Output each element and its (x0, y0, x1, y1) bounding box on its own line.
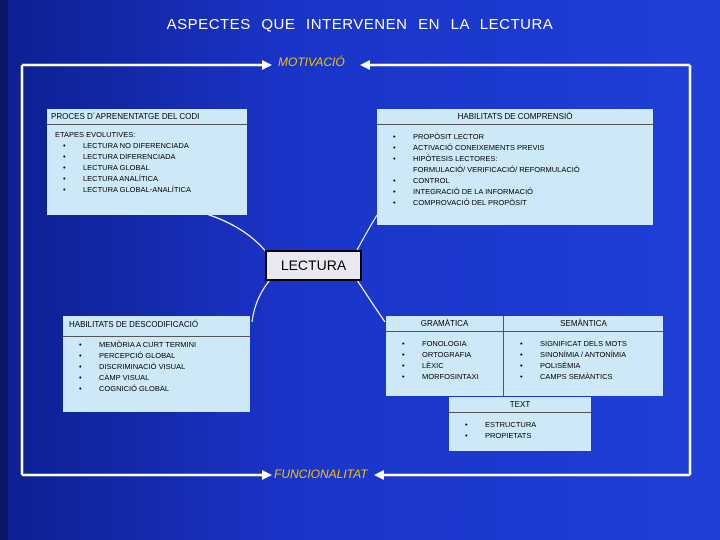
list-item: • LECTURA GLOBAL-ANALÍTICA (55, 184, 247, 195)
comprensio-list (377, 125, 653, 208)
list-item: • LÈXIC (394, 360, 503, 371)
list-item: • CAMPS SEMÀNTICS (512, 371, 663, 382)
list-item: • PROPÒSIT LECTOR (385, 131, 653, 142)
codi-header: PROCES D´APRENENTATGE DEL CODI (47, 109, 247, 125)
list-item: • PERCEPCIÓ GLOBAL (71, 350, 250, 361)
funcionalitat-label: FUNCIONALITAT (274, 467, 368, 481)
list-item: • LECTURA DIFERENCIADA (55, 151, 247, 162)
text-header: TEXT (449, 397, 591, 413)
semantica-header: SEMÀNTICA (504, 316, 663, 332)
descodificacio-box (63, 316, 250, 412)
page-title: ASPECTES QUE INTERVENEN EN LA LECTURA (166, 16, 554, 33)
text-list (449, 413, 591, 441)
list-item: • COGNICIÓ GLOBAL (71, 383, 250, 394)
gramatica-list (386, 332, 503, 382)
list-item: • PROPIETATS (457, 430, 591, 441)
gramatica-semantica-box (386, 316, 663, 396)
list-item: • ESTRUCTURA (457, 419, 591, 430)
list-item: • FONOLOGIA (394, 338, 503, 349)
list-item: • ACTIVACIÓ CONEIXEMENTS PREVIS (385, 142, 653, 153)
motivacio-label: MOTIVACIÓ (278, 55, 345, 69)
semantica-list (504, 332, 663, 382)
descodificacio-list (63, 337, 250, 394)
list-item: • INTEGRACIÓ DE LA INFORMACIÓ (385, 186, 653, 197)
list-item: • SINONÍMIA / ANTONÍMIA (512, 349, 663, 360)
list-item: • CAMP VISUAL (71, 372, 250, 383)
comprensio-header: HABILITATS DE COMPRENSIÓ (377, 109, 653, 125)
comprensio-box (377, 109, 653, 225)
codi-list (47, 140, 247, 195)
list-item: • ORTOGRAFIA (394, 349, 503, 360)
lectura-center-box: LECTURA (265, 250, 362, 281)
list-item-continuation: FORMULACIÓ/ VERIFICACIÓ/ REFORMULACIÓ (413, 165, 580, 174)
gramatica-cell (386, 316, 504, 396)
codi-subheader: ETAPES EVOLUTIVES: (55, 130, 136, 139)
list-item: • POLISÈMIA (512, 360, 663, 371)
list-item: • MORFOSINTAXI (394, 371, 503, 382)
list-item: • LECTURA ANALÍTICA (55, 173, 247, 184)
list-item: • HIPÒTESIS LECTORES: (385, 153, 653, 164)
gramatica-header: GRAMÀTICA (386, 316, 503, 332)
list-item: • LECTURA NO DIFERENCIADA (55, 140, 247, 151)
list-item: • LECTURA GLOBAL (55, 162, 247, 173)
descodificacio-header: HABILITATS DE DESCODIFICACIÓ (63, 316, 250, 337)
list-item: • CONTROL (385, 175, 653, 186)
list-item: • SIGNIFICAT DELS MOTS (512, 338, 663, 349)
text-box (449, 397, 591, 451)
semantica-cell (504, 316, 663, 396)
list-item: • MEMÒRIA A CURT TERMINI (71, 339, 250, 350)
list-item: • DISCRIMINACIÓ VISUAL (71, 361, 250, 372)
codi-box (47, 109, 247, 215)
list-item: • COMPROVACIÓ DEL PROPÒSIT (385, 197, 653, 208)
